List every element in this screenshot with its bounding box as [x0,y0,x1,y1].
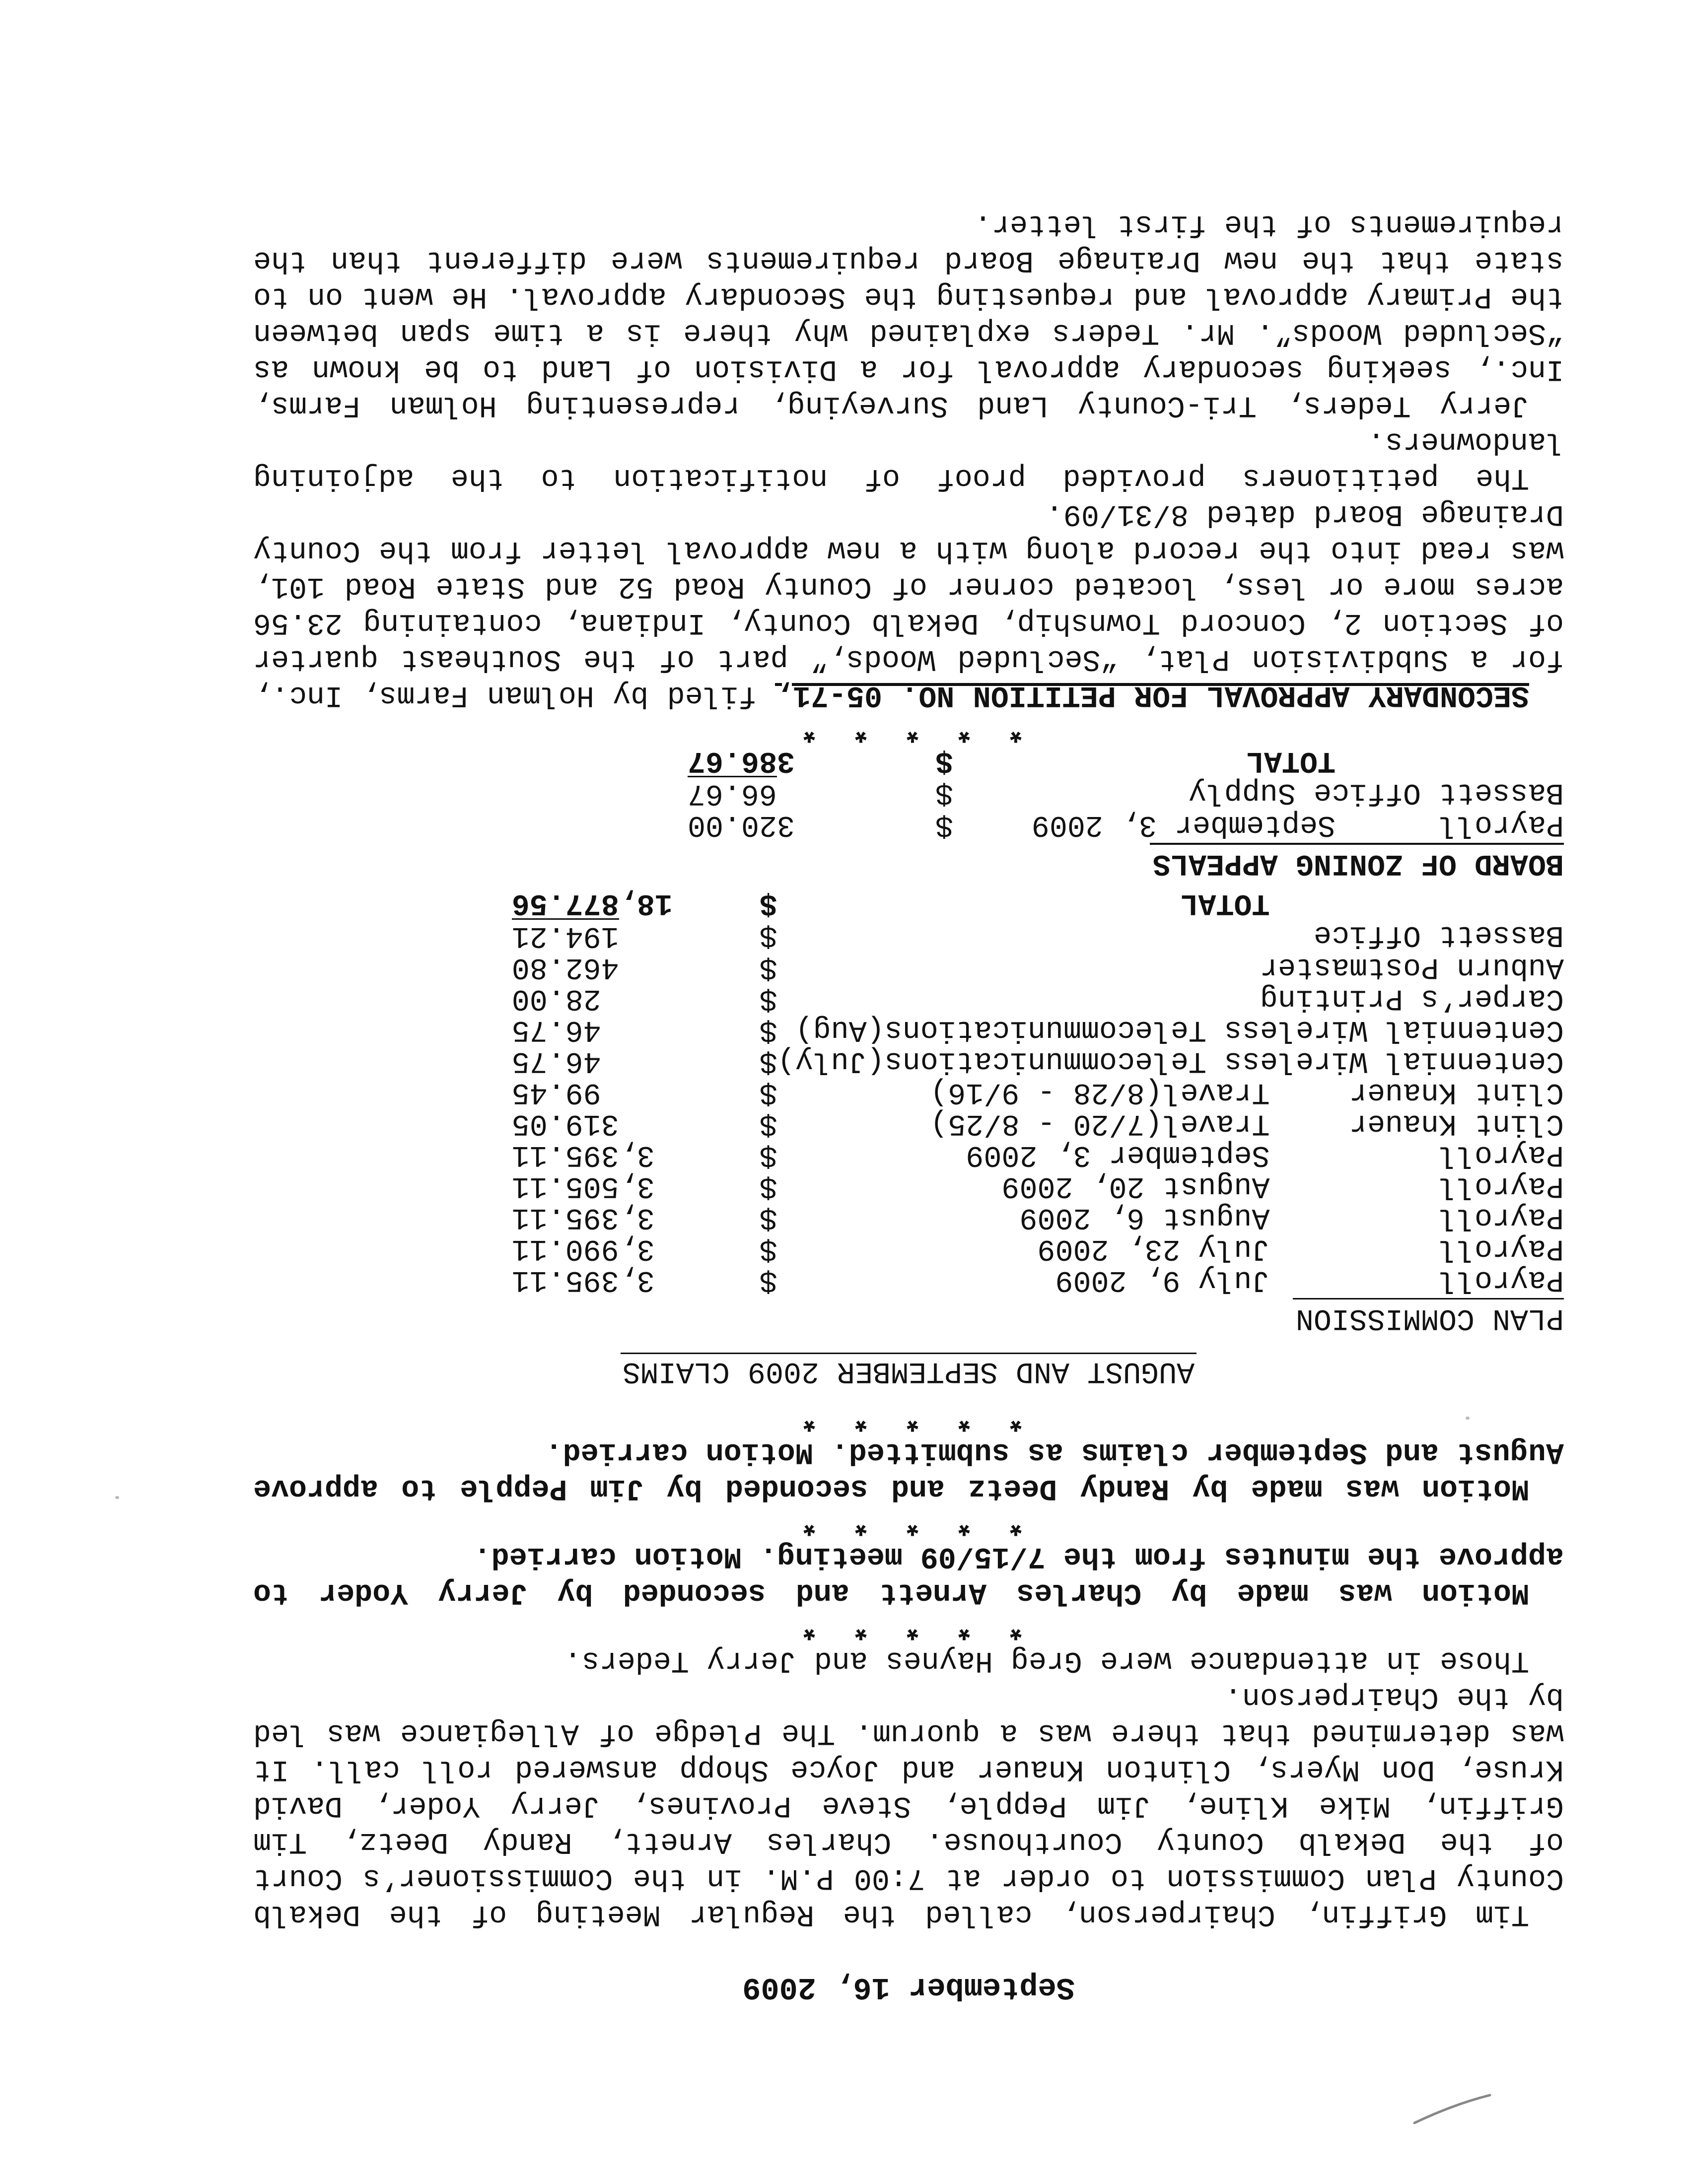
pc-claim-row [512,1107,1564,1139]
pc-claim-amount: 194.21 [511,919,619,953]
bza-claim-total-cell [953,745,1336,776]
bza-claim-amount: 66.67 [688,776,777,810]
pc-claim-desc: July 9, 2009 [1055,1263,1270,1297]
pc-claim-payee-cell [777,1014,1564,1045]
pc-claim-desc-cell [777,1201,1270,1232]
bza-claim-amount: 320.00 [688,808,795,841]
pc-claim-desc: August 6, 2009 [1019,1200,1270,1234]
pc-claim-cur-cell [691,1107,777,1139]
pc-claim-row [512,982,1564,1014]
bza-claim-total-cell [688,745,866,776]
teders-paragraph: Jerry Teders, Tri-County Land Surveying, representing Holman Farms, Inc., seeking secondary approval for a Division of Land to be known as “Secluded Woods”. Mr. Teders explained why there is a time span between the Primary approval and requesting the Secondary approval. He went on to state that the new Drainage Board requirements were different than the requirements of the first letter. [253,207,1564,422]
pc-claim-row [512,1076,1564,1107]
pc-claim-row [512,1139,1564,1170]
pc-claim-amount: 46.75 [511,1013,601,1046]
petition-heading: SECONDARY APPROVAL FOR PETITION NO. 05-71, [774,678,1529,712]
pc-claim-total-label: TOTAL [1180,886,1270,920]
pc-claim-cur-cell [691,1076,777,1107]
pc-claim-cur: $ [759,1106,777,1140]
pc-claim-cur-cell [691,1264,777,1295]
motion-minutes: Motion was made by Charles Arnett and seconded by Jerry Yoder to approve the minutes from the 7/15/09 meeting. Motion carried. [253,1539,1564,1609]
notification-paragraph: The petitioners provided proof of notification to the adjoining landowners. [253,424,1564,494]
pc-claim-payee: Clint Knauer [1349,1106,1564,1140]
pc-claim-cur: $ [759,1169,777,1203]
pc-claim-row [512,918,1564,951]
pc-claim-payee: Bassett Office [1313,918,1564,952]
pc-claim-amount-cell [512,1076,691,1107]
pc-claim-cur-cell [691,918,777,951]
pc-claim-amount: 46.75 [511,1044,601,1078]
pc-claim-amount-cell [512,1014,691,1045]
bza-claim-amount-cell [688,809,866,840]
pc-claim-amount-cell [512,1045,691,1076]
pc-claim-desc: Travel(7/20 - 8/25) [930,1106,1270,1140]
separator-stars: * * * * * [792,712,1025,746]
pc-claim-payee: Centennial Wireless Telecommunications(July) [777,1044,1564,1078]
pen-mark-icon [1412,2092,1492,2127]
pc-claim-payee-cell [777,982,1564,1014]
pc-claim-payee-cell [1270,1232,1564,1264]
bza-claim-total-label: TOTAL [1246,744,1336,777]
bza-claim-cur-cell [866,809,953,840]
pc-claim-payee-cell [1270,1139,1564,1170]
pc-claim-amount-cell [512,1139,691,1170]
separator-stars: * * * * * [792,1609,1025,1643]
bza-claim-cur: $ [935,775,953,810]
pc-claim-cur: $ [759,1044,777,1078]
scan-speck [1466,1417,1470,1420]
plan-commission-claims-table [512,887,1564,1295]
pc-claim-amount-cell [512,982,691,1014]
pc-claim-cur: $ [759,1075,777,1109]
pc-claim-desc-cell [777,1107,1270,1139]
pc-claim-cur: $ [759,1263,777,1297]
bza-claim-desc: September 3, 2009 [1031,808,1336,841]
pc-claim-amount-cell [512,1107,691,1139]
pc-claim-amount: 99.45 [511,1075,601,1109]
scan-speck [115,1496,119,1499]
pc-claim-total-amount: 18,877.56 [511,886,673,920]
bza-claim-row [688,776,1564,809]
pc-claim-payee-cell [777,918,1564,951]
pc-claim-payee: Payroll [1438,1138,1564,1171]
pc-claim-payee: Centennial Wireless Telecommunications(Aug) [795,1013,1564,1046]
pc-claim-payee: Auburn Postmaster [1260,950,1564,984]
bza-label: BOARD OF ZONING APPEALS [1150,843,1564,881]
pc-claim-cur: $ [759,918,777,952]
pc-claim-payee-cell [1270,1201,1564,1232]
pc-claim-payee: Payroll [1438,1263,1564,1297]
claims-title [253,1353,1564,1389]
pc-claim-amount: 3,395.11 [511,1263,655,1297]
pc-claim-cur-cell [691,951,777,982]
pc-claim-total-cell [691,887,777,918]
pc-claim-amount-cell [512,1201,691,1232]
pc-claim-amount-cell [512,918,691,951]
pc-claim-cur-cell [691,1201,777,1232]
page-title: September 16, 2009 [742,1970,1075,2005]
opening-paragraph: Tim Griffin, Chairperson, called the Regular Meeting of the Dekalb County Plan Commission to order at 7:00 P.M. in the Commissioner’s Court of the Dekalb County Courthouse. Charles Arnett, Randy Deetz, Tim Griffin, Mike Kline, Jim Pepple, Steve Provines, Jerry Yoder, David Kruse, Don Myers, Clinton Knauer and Joyce Shopp answered roll call. It was determined that there was a quorum. The Pledge of Allegiance was led by the Chairperson. [253,1680,1564,1931]
pc-claim-payee-cell [1270,1264,1564,1295]
pc-claim-desc: Travel(8/28 - 9/16) [930,1075,1270,1109]
plan-commission-label: PLAN COMMISSION [1293,1298,1564,1336]
pc-claim-total-cur: $ [759,886,777,920]
pc-claim-amount: 3,395.11 [511,1138,655,1171]
separator-stars: * * * * * [792,1401,1025,1434]
pc-claim-desc-cell [777,1232,1270,1264]
pc-claim-cur-cell [691,1232,777,1264]
pc-claim-amount-cell [512,1170,691,1201]
pc-claim-cur: $ [759,981,777,1015]
bza-claim-row [688,809,1564,840]
document-body [253,205,1564,2005]
pc-claim-amount: 462.80 [511,950,619,984]
pc-claim-payee: Payroll [1438,1231,1564,1265]
bza-claim-amount-cell [688,776,866,809]
motion-claims: Motion was made by Randy Deetz and seconded by Jim Pepple to approve August and September claims as submitted. Motion carried. [253,1435,1564,1505]
separator-stars: * * * * * [792,1505,1025,1539]
pc-claim-payee-cell [1270,1076,1564,1107]
bza-claim-desc-cell [953,809,1336,840]
pc-claim-cur-cell [691,982,777,1014]
pc-claim-cur: $ [759,1200,777,1234]
pc-claim-amount-cell [512,1232,691,1264]
pc-claim-amount-cell [512,951,691,982]
bza-claim-total-cell [866,745,953,776]
pc-claim-total-cell [1270,887,1564,918]
pc-claim-desc: July 23, 2009 [1037,1231,1270,1265]
bza-claim-payee: Bassett Office Supply [1188,775,1564,810]
pc-claim-row [512,1201,1564,1232]
pc-claim-desc-cell [777,1264,1270,1295]
pc-claim-payee: Payroll [1438,1169,1564,1203]
bza-claim-total-cell [1336,745,1564,776]
pc-claim-row [512,1232,1564,1264]
pc-claim-desc: August 20, 2009 [1001,1169,1270,1203]
pc-claim-total-cell [512,887,691,918]
pc-claim-row [512,1014,1564,1045]
pc-claim-row [512,1045,1564,1076]
pc-claim-row [512,1170,1564,1201]
bza-claim-payee-cell [1336,809,1564,840]
bza-claims-table [688,745,1564,840]
pc-claim-cur: $ [759,950,777,984]
pc-claim-desc-cell [777,1170,1270,1201]
pc-claim-total-row [512,887,1564,918]
pc-claim-amount: 3,990.11 [511,1231,655,1265]
pc-claim-payee-cell [1270,1170,1564,1201]
attendance-paragraph: Those in attendance were Greg Haynes and Jerry Teders. [563,1643,1529,1677]
bza-claim-cur: $ [935,808,953,841]
pc-claim-desc: September 3, 2009 [966,1138,1270,1171]
pc-claim-payee: Clint Knauer [1349,1075,1564,1109]
pc-claim-payee-cell [777,1045,1564,1076]
pc-claim-cur: $ [759,1231,777,1265]
petition-body: filed by Holman Farms, Inc., for a Subdivision Plat, “Secluded Woods,” part of the Southeast quarter of Section 2, Concord Township, Dekalb County, Indiana, containing 23.56 acres more or less, located corner of County Road 52 and State Road 101, was read into the record along with a new approval letter from the County Drainage Board dated 8/31/09. [253,497,1564,712]
bza-claim-total-row [688,745,1564,776]
pc-claim-payee-cell [1270,1107,1564,1139]
bza-claim-cur-cell [866,776,953,809]
pc-claim-amount: 319.05 [511,1106,619,1140]
pc-claim-desc-cell [777,1139,1270,1170]
pc-claim-payee: Carper’s Printing [1260,981,1564,1015]
pc-claim-row [512,1264,1564,1295]
pc-claim-payee-cell [777,951,1564,982]
pc-claim-cur: $ [759,1013,777,1046]
pc-claim-payee: Payroll [1438,1200,1564,1234]
pc-claim-amount: 28.00 [511,981,601,1015]
pc-claim-amount-cell [512,1264,691,1295]
bza-claim-total-amount: 386.67 [688,744,795,777]
pc-claim-cur-cell [691,1014,777,1045]
bza-claim-payee: Payroll [1438,808,1564,841]
pc-claim-desc-cell [777,1076,1270,1107]
pc-claim-row [512,951,1564,982]
bza-claim-payee-cell [953,776,1564,809]
pc-claim-amount: 3,395.11 [511,1200,655,1234]
pc-claim-cur-cell [691,1045,777,1076]
pc-claim-total-cell [777,887,1270,918]
pc-claim-cur-cell [691,1170,777,1201]
pc-claim-cur: $ [759,1138,777,1171]
pc-claim-amount: 3,505.11 [511,1169,655,1203]
petition-paragraph [253,495,1564,713]
bza-claim-total-cur: $ [935,744,953,777]
claims-title-text: AUGUST AND SEPTEMBER 2009 CLAIMS [621,1353,1196,1388]
pc-claim-cur-cell [691,1139,777,1170]
